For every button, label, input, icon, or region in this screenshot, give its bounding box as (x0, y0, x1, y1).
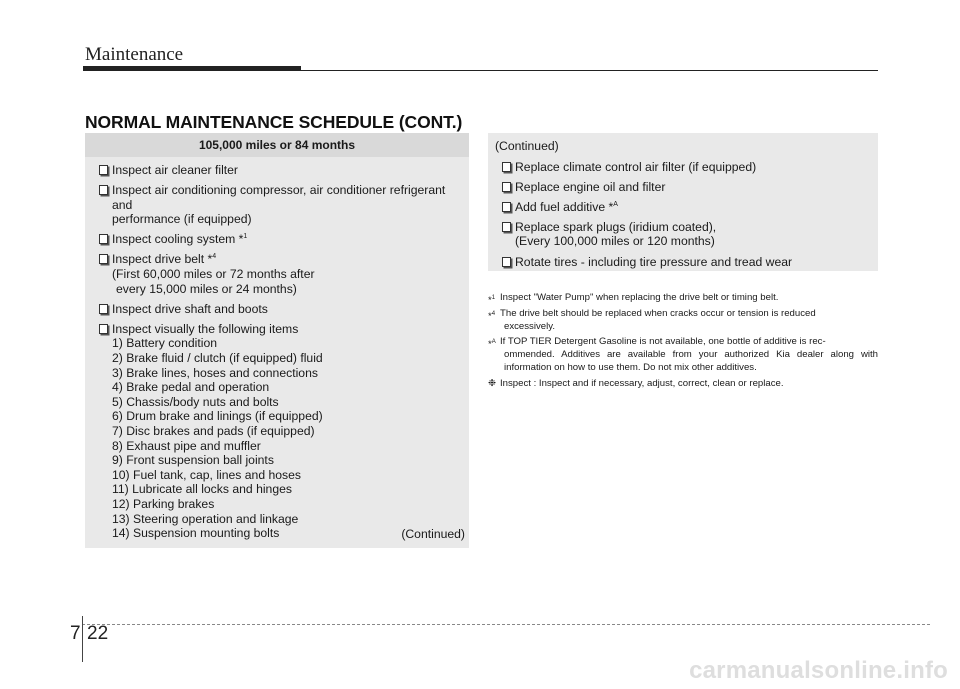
footnote-ref: 4 (491, 310, 496, 317)
list-item: 14) Suspension mounting bolts (112, 526, 280, 541)
item-interval-continued: every 15,000 miles or 24 months) (116, 281, 297, 296)
watermark: carmanualsonline.info (689, 657, 948, 684)
item-label: Inspect drive belt * (112, 252, 213, 267)
list-item (502, 220, 872, 249)
footnote (488, 378, 878, 391)
item-interval: (First 60,000 miles or 72 months after (112, 267, 315, 282)
item-text: Inspect air cleaner filter (112, 163, 238, 177)
item-text: Inspect drive shaft and boots (112, 301, 268, 316)
list-item (502, 200, 872, 215)
header-rule-thin (301, 70, 878, 71)
checkbox-icon (502, 202, 511, 212)
schedule-panel-right (488, 133, 878, 271)
page-number: 22 (87, 623, 109, 644)
list-item: 8) Exhaust pipe and muffler (112, 438, 261, 453)
footer-dashed-line (82, 624, 930, 625)
footnote-line: ommended. Additives are available from your authorized Kia dealer along with information on how to use them. Do not mix other additives. (504, 349, 878, 373)
list-item (99, 302, 463, 317)
footnote-mark (488, 336, 496, 352)
list-item: 6) Drum brake and linings (if equipped) (112, 409, 323, 424)
footnote-mark (488, 378, 496, 391)
footnote-mark (488, 308, 495, 324)
list-item (99, 183, 463, 227)
list-item: 13) Steering operation and linkage (112, 511, 299, 526)
checkbox-icon (502, 162, 511, 172)
footnote-ref: A (613, 200, 618, 208)
list-item (99, 163, 463, 178)
list-item: 12) Parking brakes (112, 496, 215, 511)
continued-label: (Continued) (495, 139, 559, 153)
footnote-symbol: * (488, 295, 492, 307)
footnote (488, 308, 878, 334)
footnote (488, 292, 878, 305)
list-item: 9) Front suspension ball joints (112, 453, 274, 468)
list-item: 10) Fuel tank, cap, lines and hoses (112, 467, 302, 482)
item-text (515, 200, 872, 215)
page-number-divider (82, 616, 83, 662)
item-text (112, 232, 463, 247)
list-item (99, 322, 463, 541)
footnote-line: excessively. (504, 320, 556, 332)
continued-label: (Continued) (401, 527, 465, 542)
item-label: Inspect cooling system * (112, 232, 244, 247)
footnote-symbol: * (488, 310, 492, 322)
footnote (488, 336, 878, 374)
item-interval: (Every 100,000 miles or 120 months) (515, 234, 715, 249)
footnote-text (496, 336, 878, 374)
item-label: Add fuel additive * (515, 199, 614, 214)
item-text-continued: performance (if equipped) (112, 212, 252, 227)
checkbox-icon (99, 165, 108, 175)
footnotes (488, 292, 878, 394)
footnote-symbol: * (488, 339, 492, 351)
list-item (502, 255, 872, 270)
list-item: 1) Battery condition (112, 336, 218, 351)
list-item: 3) Brake lines, hoses and connections (112, 365, 318, 380)
item-text (112, 252, 463, 267)
item-text: Replace climate control air filter (if equipped) (515, 159, 757, 174)
maintenance-list (85, 157, 469, 541)
footnote-ref: 1 (491, 295, 496, 301)
footnote-text: Inspect : Inspect and if necessary, adjust, correct, clean or replace. (500, 377, 784, 389)
footnote-symbol: ❉ (488, 377, 497, 389)
list-item (99, 232, 463, 247)
checkbox-icon (502, 182, 511, 192)
checkbox-icon (502, 257, 511, 267)
footnote-mark (488, 292, 495, 308)
item-text: Inspect visually the following items (112, 321, 299, 336)
list-item: 2) Brake fluid / clutch (if equipped) fluid (112, 351, 323, 366)
item-text: Replace engine oil and filter (515, 179, 666, 194)
checkbox-icon (99, 185, 108, 195)
section-title: Maintenance (85, 44, 184, 65)
schedule-panel-left (85, 133, 469, 548)
header-rule-thick (83, 66, 301, 71)
list-item: 11) Lubricate all locks and hinges (112, 482, 292, 497)
footnote-ref: 4 (212, 253, 217, 261)
footnote-ref: A (491, 339, 496, 346)
checkbox-icon (99, 304, 108, 314)
checkbox-icon (99, 254, 108, 264)
list-item (502, 160, 872, 175)
visual-inspection-list (112, 336, 463, 540)
checkbox-icon (99, 234, 108, 244)
footnote-line: If TOP TIER Detergent Gasoline is not available, one bottle of additive is rec- (500, 336, 826, 348)
list-item (502, 180, 872, 195)
list-item: 5) Chassis/body nuts and bolts (112, 394, 279, 409)
item-text: Rotate tires - including tire pressure and tread wear (515, 254, 793, 269)
panel-title: 105,000 miles or 84 months (85, 133, 469, 157)
list-item: 7) Disc brakes and pads (if equipped) (112, 424, 315, 438)
list-item: 4) Brake pedal and operation (112, 380, 270, 395)
maintenance-list (488, 160, 878, 270)
footnote-text: Inspect "Water Pump" when replacing the drive belt or timing belt. (500, 292, 779, 303)
chapter-number: 7 (70, 623, 81, 644)
item-text: Replace spark plugs (iridium coated), (515, 219, 717, 234)
list-item (99, 252, 463, 296)
page-heading: NORMAL MAINTENANCE SCHEDULE (CONT.) (85, 112, 463, 132)
item-text: Inspect air conditioning compressor, air conditioner refrigerant and (112, 183, 446, 212)
checkbox-icon (502, 222, 511, 232)
footnote-text (496, 308, 878, 334)
footnote-ref: 1 (243, 233, 248, 241)
footnote-line: The drive belt should be replaced when cracks occur or tension is reduced (500, 307, 816, 319)
checkbox-icon (99, 324, 108, 334)
